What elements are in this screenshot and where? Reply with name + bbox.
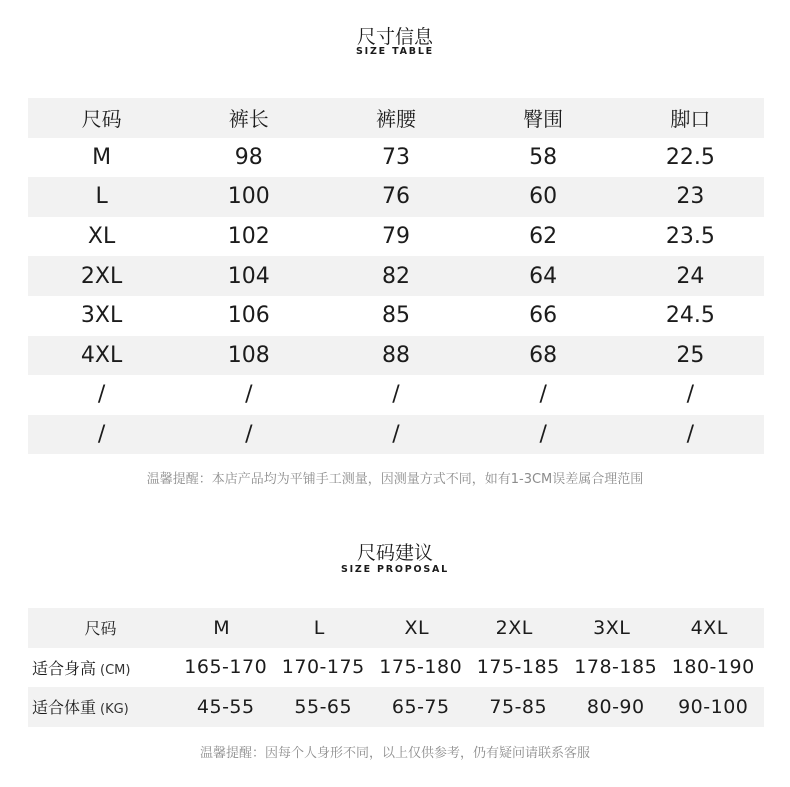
table-cell: 24 [676,263,705,289]
proposal-weight-row [28,687,764,727]
size-table-header [28,98,764,138]
size-table [28,98,764,454]
table-cell: 64 [529,263,558,289]
table-row [28,415,764,455]
table-row [28,375,764,415]
size-proposal-table [28,608,764,727]
weight-cell: 80-90 [586,695,645,718]
table-cell: / [97,382,106,408]
size-row-label: 尺码 [84,619,117,639]
table-cell: 24.5 [665,303,715,329]
size-cell: L [313,616,325,639]
table-cell: 25 [676,342,705,368]
table-row [28,256,764,296]
header-cell: 裤长 [228,107,269,132]
table-cell: 66 [529,303,558,329]
weight-unit: (KG) [100,702,129,718]
table-cell: 102 [227,224,270,250]
table-cell: / [539,422,547,448]
table-cell: 23.5 [665,224,715,250]
table-cell: / [245,382,253,408]
table-cell: 22.5 [665,144,715,170]
height-cell: 175-180 [379,656,463,679]
height-cell: 180-190 [671,656,755,679]
table-cell: / [392,382,400,408]
table-row [28,217,764,257]
weight-row-label [28,695,177,718]
table-cell: 60 [529,184,558,210]
table-cell: 85 [381,303,410,329]
header-cell: 裤腰 [375,107,416,132]
table-cell: 108 [227,342,270,368]
table-row [28,296,764,336]
table-cell: 2XL [80,263,123,289]
table-row [28,177,764,217]
table-cell: 62 [529,224,558,250]
table-row [28,336,764,376]
table-cell: 100 [227,184,270,210]
weight-cell: 45-55 [196,695,255,718]
height-unit: (CM) [100,662,131,678]
table-cell: / [686,422,695,448]
header-cell: 臀围 [523,107,564,132]
table-cell: M [92,144,112,170]
table-cell: 23 [676,184,705,210]
proposal-height-row [28,648,764,688]
table-cell: / [245,422,253,448]
size-cell: M [213,616,231,639]
height-label-text: 适合身高 [32,658,97,678]
size-cell: 2XL [495,616,533,639]
table-cell: 106 [227,303,270,329]
table-cell: 104 [227,263,270,289]
weight-cell: 75-85 [489,695,548,718]
measurement-note: 温馨提醒：本店产品均为平铺手工测量，因测量方式不同，如有1-3CM误差属合理范围 [146,472,644,487]
size-cell: 4XL [690,616,728,639]
table-cell: 3XL [80,303,123,329]
proposal-size-row [28,608,764,648]
height-cell: 165-170 [184,656,268,679]
height-cell: 178-185 [574,656,658,679]
table-cell: / [686,382,695,408]
size-cell: XL [404,616,430,639]
weight-cell: 65-75 [391,695,450,718]
table-cell: L [95,184,108,210]
height-cell: 175-185 [476,656,560,679]
table-cell: / [97,422,106,448]
size-table-subtitle: SIZE TABLE [356,46,434,57]
size-proposal-subtitle: SIZE PROPOSAL [340,564,450,575]
size-table-title: 尺寸信息 [356,26,433,48]
table-cell: XL [87,224,116,250]
header-cell: 脚口 [670,107,711,132]
table-cell: 82 [381,263,410,289]
proposal-note: 温馨提醒：因每个人身形不同，以上仅供参考，仍有疑问请联系客服 [199,746,590,761]
table-cell: 88 [381,342,410,368]
table-cell: 68 [529,342,558,368]
table-cell: 58 [529,144,558,170]
weight-cell: 55-65 [294,695,353,718]
table-cell: 79 [381,224,410,250]
size-proposal-title: 尺码建议 [356,542,433,564]
table-cell: / [539,382,547,408]
weight-label-text: 适合体重 [32,698,97,718]
table-cell: 4XL [80,342,123,368]
height-row-label [28,656,177,679]
table-cell: 73 [381,144,410,170]
table-cell: / [392,422,400,448]
header-cell: 尺码 [81,107,122,132]
table-row [28,138,764,178]
table-cell: 98 [234,144,263,170]
weight-cell: 90-100 [678,695,749,718]
size-cell: 3XL [593,616,631,639]
table-cell: 76 [381,184,410,210]
height-cell: 170-175 [281,656,365,679]
